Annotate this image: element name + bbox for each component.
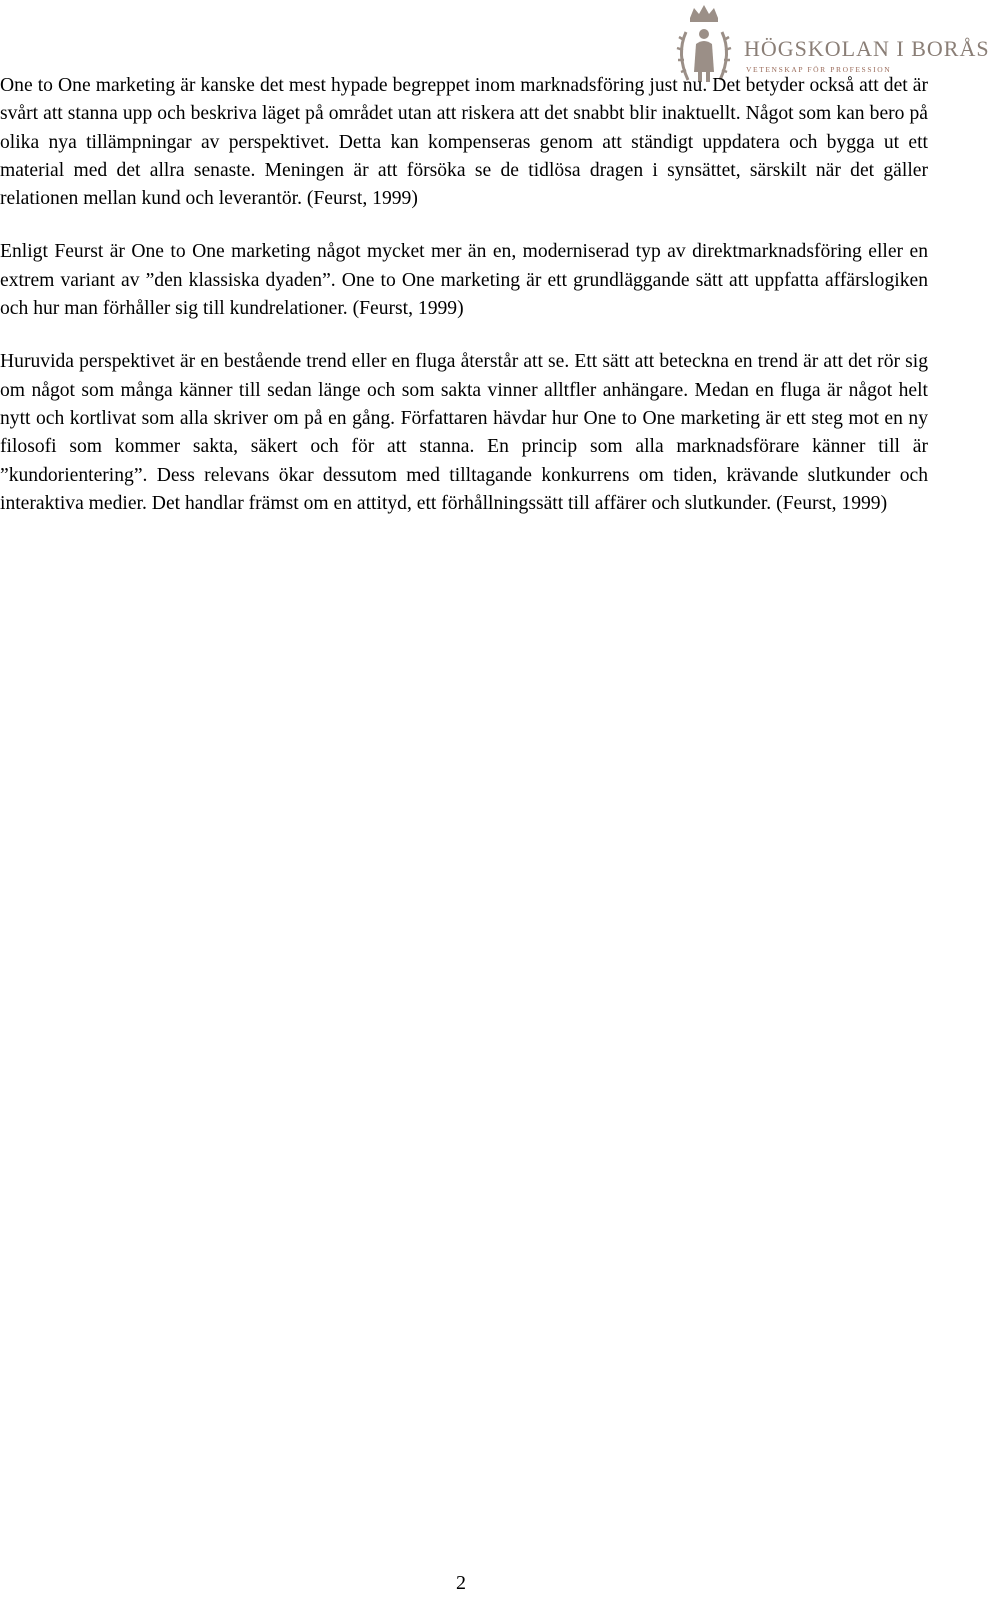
paragraph-1: One to One marketing är kanske det mest hypade begreppet inom marknadsföring just nu. Det betyder också att det är svårt att stanna upp och beskriva läget på området utan att riskera att det snabbt blir inaktuellt. Något som kan bero på olika nya tillämpningar av perspektivet. Detta kan kompenseras genom att ständigt uppdatera och bygga ut ett material med det allra senaste. Meningen är att försöka se de tidlösa dragen i synsättet, särskilt när det gäller relationen mellan kund och leverantör. (Feurst, 1999): [0, 75, 928, 210]
document-body: [0, 72, 928, 543]
logo-tagline: VETENSKAP FÖR PROFESSION: [746, 65, 892, 74]
paragraph-2: Enligt Feurst är One to One marketing något mycket mer än en, moderniserad typ av direktmarknadsföring eller en extrem variant av ”den klassiska dyaden”. One to One marketing är ett grundläggande sätt att uppfatta affärslogiken och hur man förhåller sig till kundrelationer. (Feurst, 1999): [0, 241, 928, 320]
logo-name: HÖGSKOLAN I BORÅS: [744, 36, 990, 61]
paragraph-3: Huruvida perspektivet är en bestående trend eller en fluga återstår att se. Ett sätt att beteckna en trend är att det rör sig om något som många känner till sedan länge och som sakta vinner alltfler anhängare. Medan en fluga är något helt nytt och kortlivat som alla skriver om på en gång. Författaren hävdar hur One to One marketing är ett steg mot en ny filosofi som kommer sakta, säkert och för att stanna. En princip som alla marknadsförare känner till är ”kundorientering”. Dess relevans ökar dessutom med tilltagande konkurrens om tiden, krävande slutkunder och interaktiva medier. Det handlar främst om en attityd, ett förhållningssätt till affärer och slutkunder. (Feurst, 1999): [0, 351, 928, 514]
page-number: 2: [456, 1572, 466, 1594]
